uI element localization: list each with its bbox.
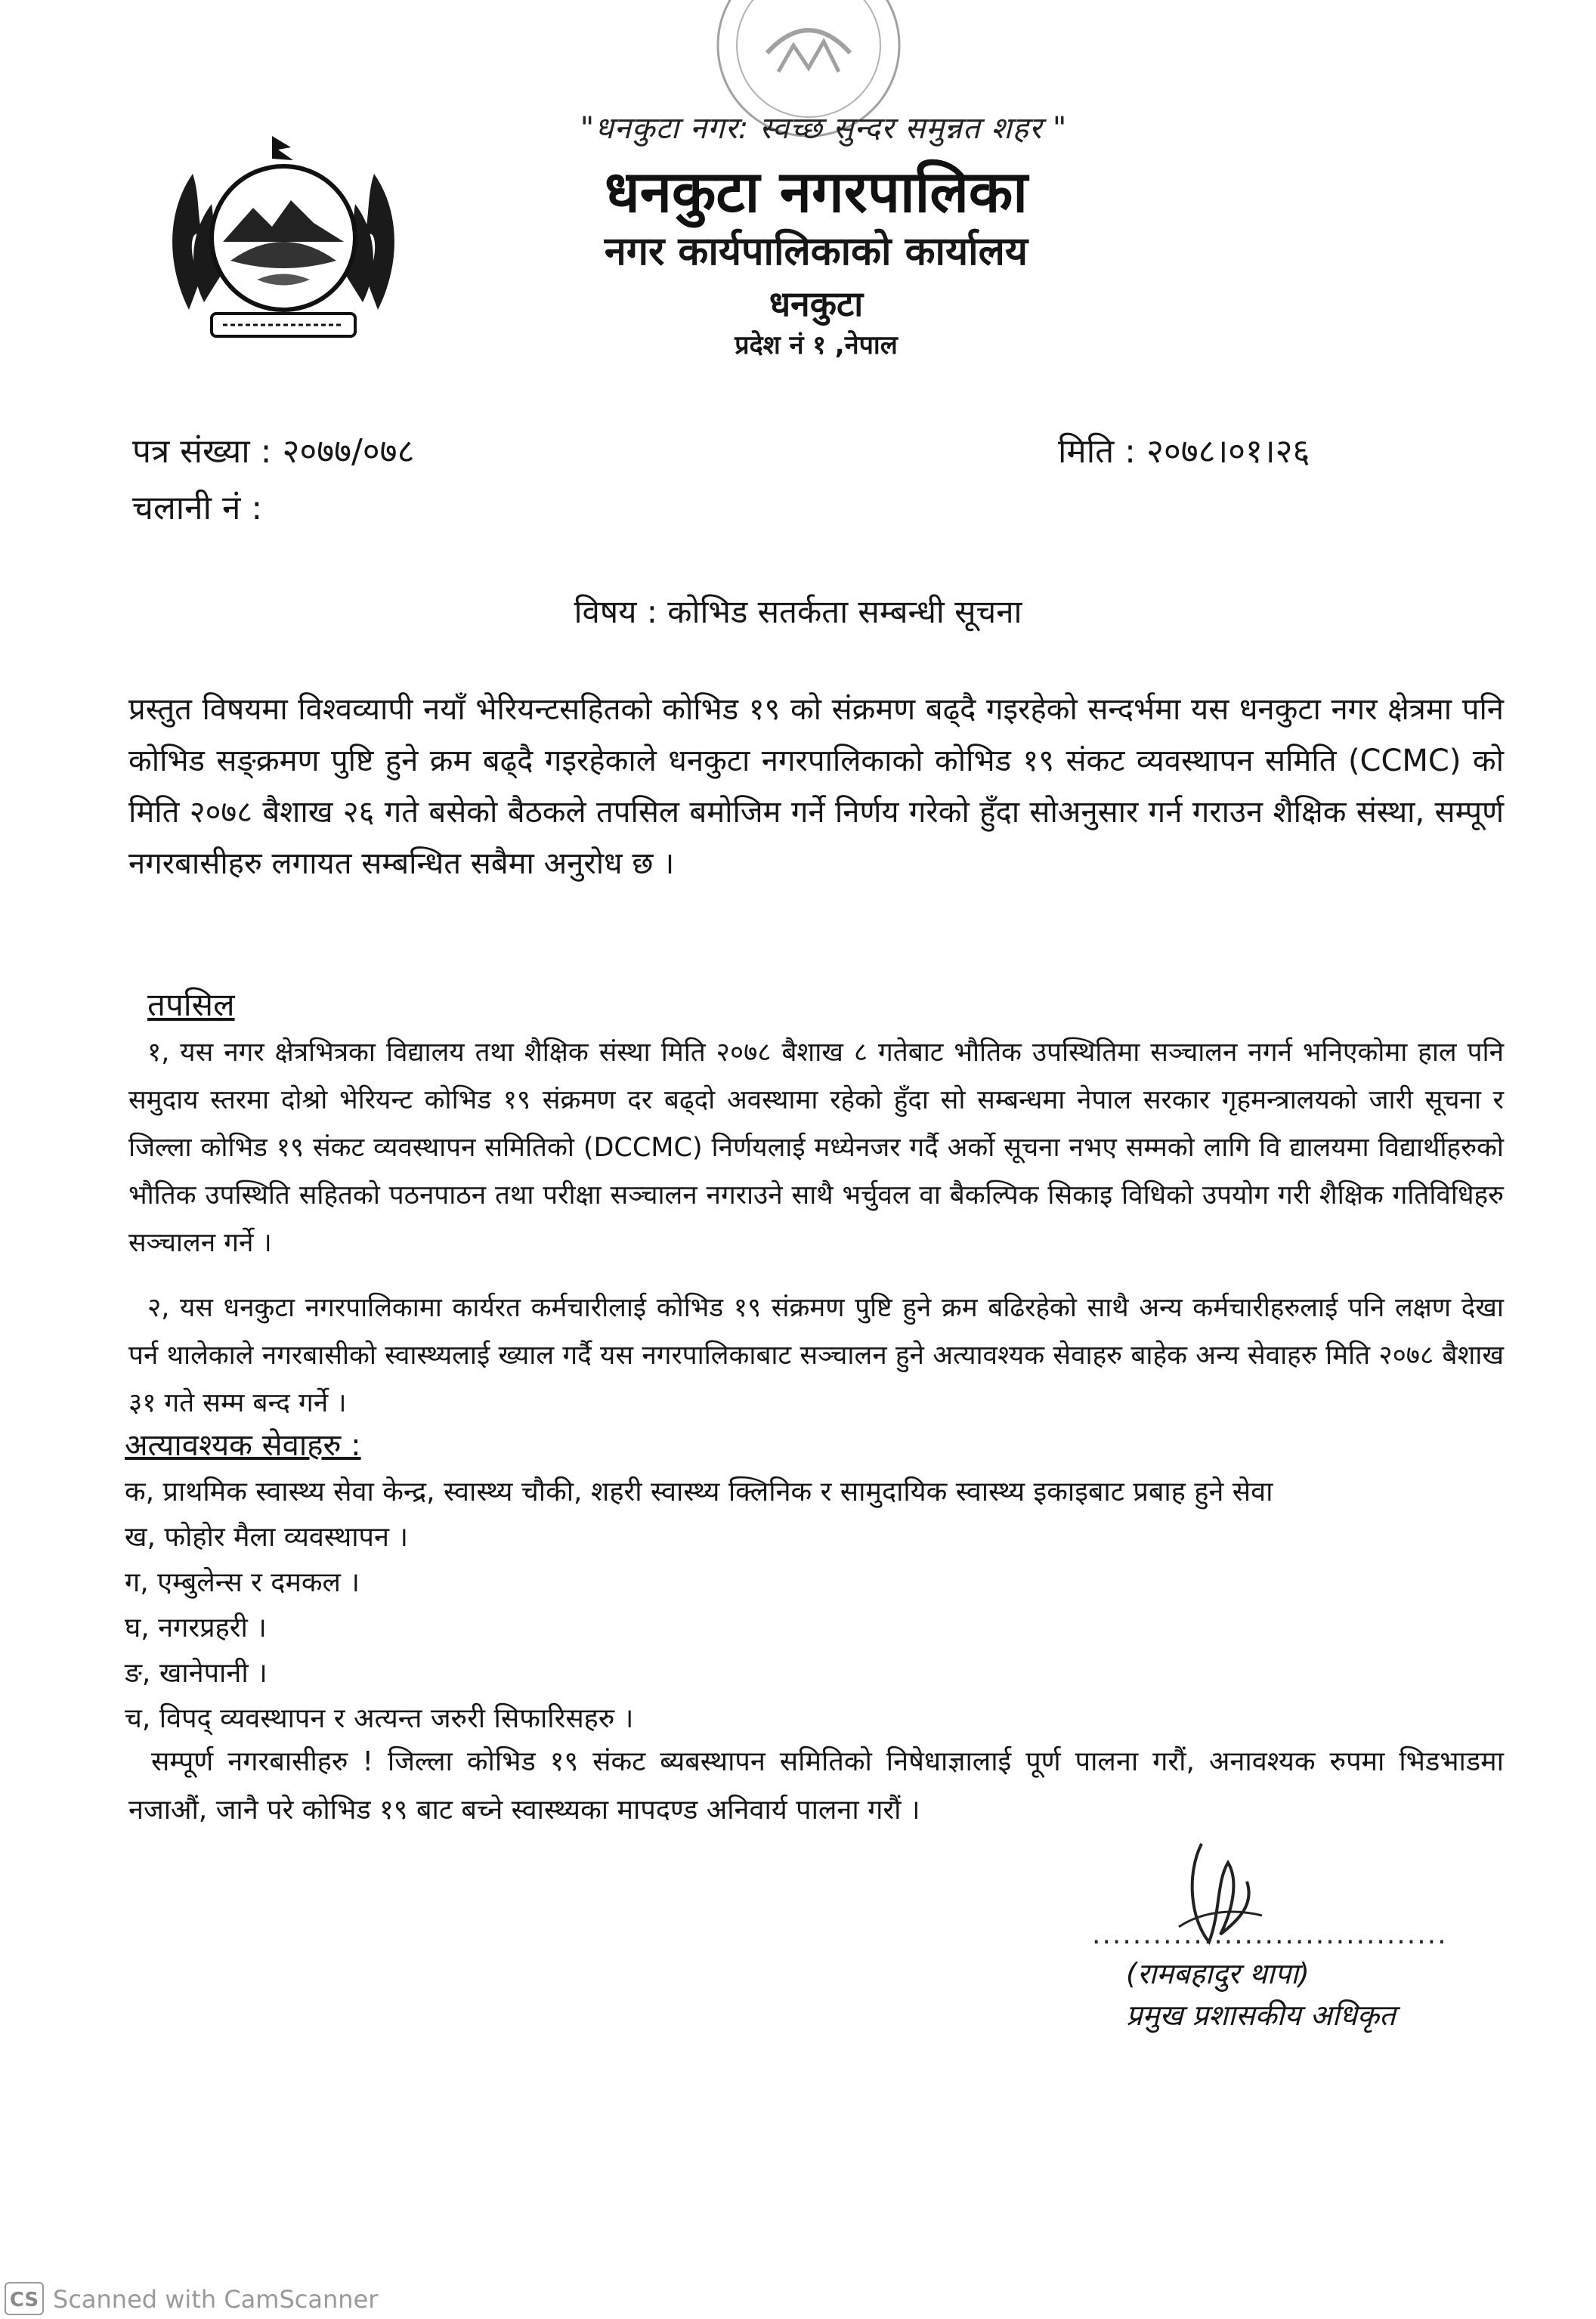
office-city: धनकुटा bbox=[769, 283, 864, 324]
service-item: ख, फोहोर मैला व्यवस्थापन । bbox=[125, 1522, 409, 1553]
service-item: घ, नगरप्रहरी । bbox=[125, 1612, 267, 1643]
municipality-emblem-icon bbox=[159, 128, 408, 355]
dispatch-number: चलानी नं : bbox=[132, 489, 263, 527]
signature-line: ................................... bbox=[1092, 1919, 1448, 1950]
decision-point: २, यस धनकुटा नगरपालिकामा कार्यरत कर्मचारीलाई कोभिड १९ संक्रमण पुष्टि हुने क्रम बढिरहेको साथै अन्य कर्मचारीहरुलाई पनि लक्षण देखा पर्न थालेकाले नगरबासीको स्वास्थ्यलाई ख्याल गर्दै यस नगरपालिकाबाट सञ्चालन हुने अत्यावश्यक सेवाहरु बाहेक अन्य सेवाहरु मिति २०७८ बैशाख ३१ गते सम्म बन्द गर्ने । bbox=[128, 1293, 1504, 1418]
service-item: च, विपद् व्यवस्थापन र अत्यन्त जरुरी सिफारिसहरु । bbox=[125, 1703, 634, 1734]
closing-paragraph: सम्पूर्ण नगरबासीहरु ! जिल्ला कोभिड १९ संकट ब्यबस्थापन समितिको निषेधाज्ञालाई पूर्ण पालना गरौं, अनावश्यक रुपमा भिडभाडमा नजाऔं, जानै परे कोभिड १९ बाट बच्ने स्वास्थ्यका मापदण्ड अनिवार्य पालना गरौं । bbox=[128, 1746, 1504, 1826]
office-province: प्रदेश नं १ ,नेपाल bbox=[735, 330, 898, 360]
office-name: नगर कार्यपालिकाको कार्यालय bbox=[604, 229, 1028, 274]
essential-services-list bbox=[125, 1470, 1515, 1742]
notice-subject: विषय : कोभिड सतर्कता सम्बन्धी सूचना bbox=[574, 593, 1022, 630]
service-item: क, प्राथमिक स्वास्थ्य सेवा केन्द्र, स्वास्थ्य चौकी, शहरी स्वास्थ्य क्लिनिक र सामुदायिक स्वास्थ्य इकाइबाट प्रबाह हुने सेवा bbox=[125, 1476, 1273, 1507]
municipality-name: धनकुटा नगरपालिका bbox=[605, 158, 1028, 225]
signatory-name: (रामबहादुर थापा) bbox=[1126, 1957, 1310, 1990]
decision-point: १, यस नगर क्षेत्रभित्रका विद्यालय तथा शैक्षिक संस्था मिति २०७८ बैशाख ८ गतेबाट भौतिक उपस्थितिमा सञ्चालन नगर्न भनिएकोमा हाल पनि समुदाय स्तरमा दोश्रो भेरियन्ट कोभिड १९ संक्रमण दर बढ्दो अवस्थामा रहेको हुँदा सो सम्बन्धमा नेपाल सरकार गृहमन्त्रालयको जारी सूचना र जिल्ला कोभिड १९ संकट व्यवस्थापन समितिको (DCCMC) निर्णयलाई मध्येनजर गर्दै अर्को सूचना नभए सम्मको लागि वि द्यालयमा विद्यार्थीहरुको भौतिक उपस्थिति सहितको पठनपाठन तथा परीक्षा सञ्चालन नगराउने साथै भर्चुवल वा बैकल्पिक सिकाइ विधिको उपयोग गरी शैक्षिक गतिविधिहरु सञ्चालन गर्ने । bbox=[128, 1037, 1504, 1258]
details-heading: तपसिल bbox=[147, 986, 235, 1023]
letter-number: पत्र संख्या : २०७७/०७८ bbox=[132, 432, 415, 471]
letter-date: मिति : २०७८।०१।२६ bbox=[1058, 432, 1310, 471]
service-item: ग, एम्बुलेन्स र दमकल । bbox=[125, 1567, 360, 1598]
essential-services-heading: अत्यावश्यक सेवाहरु : bbox=[125, 1428, 361, 1463]
camscanner-logo-icon: CS bbox=[5, 2282, 44, 2315]
intro-paragraph: प्रस्तुत विषयमा विश्वव्यापी नयाँ भेरियन्टसहितको कोभिड १९ को संक्रमण बढ्दै गइरहेको सन्दर्भमा यस धनकुटा नगर क्षेत्रमा पनि कोभिड सङ्क्रमण पुष्टि हुने क्रम बढ्दै गइरहेकाले धनकुटा नगरपालिकाको कोभिड १९ संकट व्यवस्थापन समिति (CCMC) को मिति २०७८ बैशाख २६ गते बसेको बैठकले तपसिल बमोजिम गर्ने निर्णय गरेको हुँदा सोअनुसार गर्न गराउन शैक्षिक संस्था, सम्पूर्ण नगरबासीहरु लगायत सम्बन्धित सबैमा अनुरोध छ । bbox=[128, 692, 1504, 881]
municipality-motto: "धनकुटा नगर: स्वच्छ सुन्दर समुन्नत शहर " bbox=[580, 111, 1068, 146]
service-item: ङ, खानेपानी । bbox=[125, 1658, 268, 1689]
camscanner-watermark: Scanned with CamScanner bbox=[53, 2285, 379, 2314]
signatory-title: प्रमुख प्रशासकीय अधिकृत bbox=[1126, 1999, 1396, 2032]
